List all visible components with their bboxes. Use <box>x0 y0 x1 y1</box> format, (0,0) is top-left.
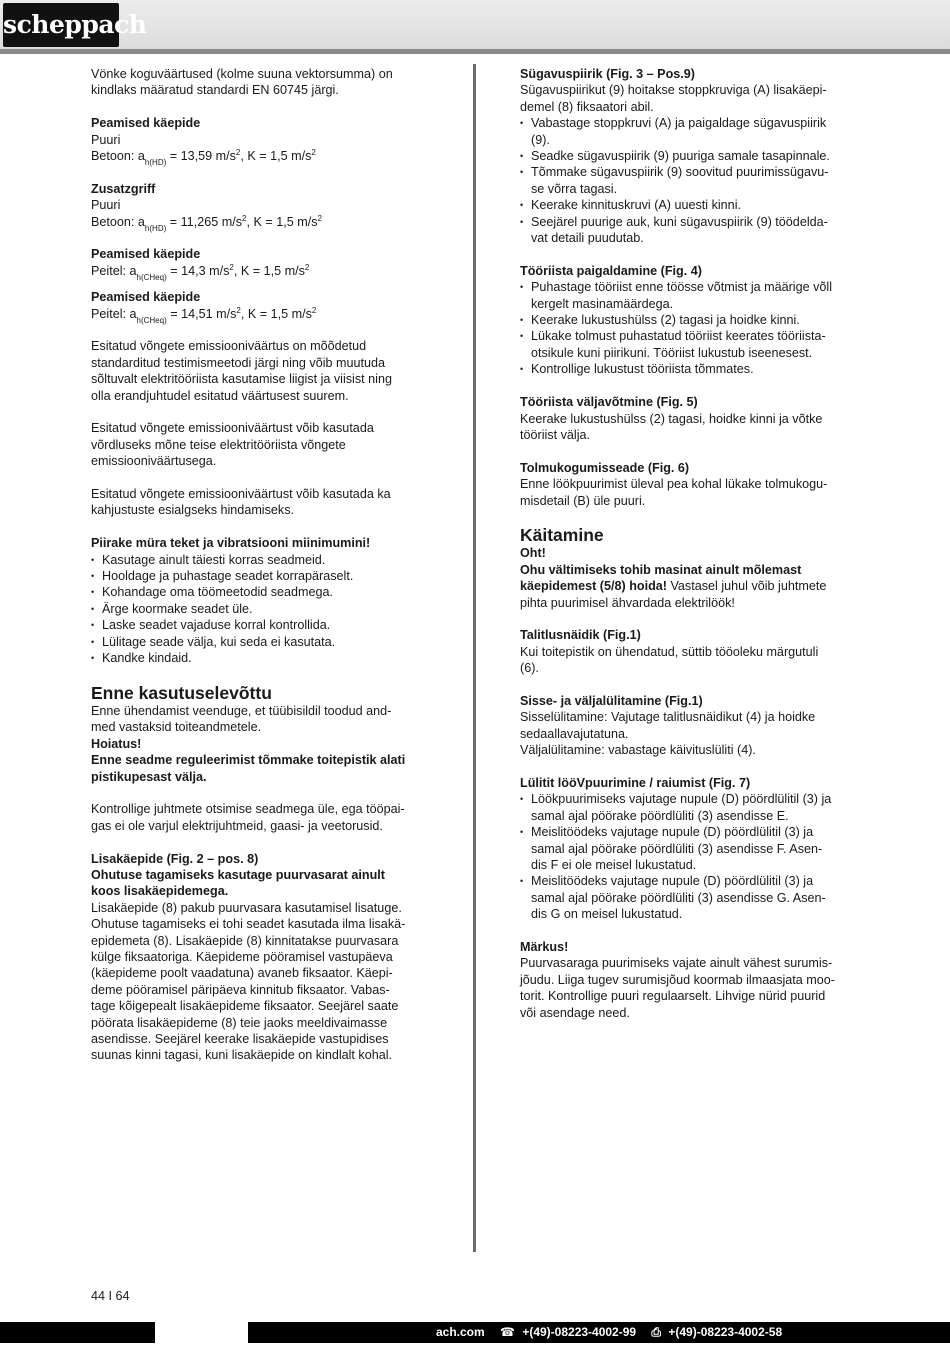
measurement-value: Peitel: $a_{h(CHeq)} = 14,3$ $m/s^2$, K = 1,5 $m/s^2$ <box>91 262 310 282</box>
list-item: • Keerake kinnituskruvi (A) uuesti kinni. <box>520 197 862 213</box>
measurement-value: Betoon: $a_{h(HD)} = 11,265$ $m/s^2$, K = 1,5 $m/s^2$ <box>91 213 322 233</box>
footer-contact <box>436 1322 782 1343</box>
measurement-tool: Puuri <box>91 198 121 213</box>
paragraph-line: Ohutuse tagamiseks ei tohi seadet kasutada ilma lisakä- <box>91 917 406 932</box>
paragraph-line: (käepideme poolt vaadatuna) avaneb fiksaator. Käepi- <box>91 966 393 981</box>
list-item: • Ärge koormake seadet üle. <box>91 601 431 617</box>
warning-label: Hoiatus! <box>91 736 142 751</box>
paragraph-line: Esitatud võngete emissiooniväärtust võib kasutada ka <box>91 487 391 502</box>
paragraph-line: Esitatud võngete emissiooniväärtus on mõõdetud <box>91 339 367 354</box>
paragraph-line: standarditud testimismeetodi järgi ning võib muutuda <box>91 355 386 370</box>
list-item: • Lükake tolmust puhastatud tööriist keerates tööriista- otsikule kuni piirikuni. Tööriist lukustub iseenesest. <box>520 328 862 361</box>
paragraph-line: Lisakäepide (8) pakub puurvasara kasutamisel lisatuge. <box>91 900 402 915</box>
footer-gap <box>155 1322 248 1343</box>
paragraph-line: epidemeta (8). Lisakäepide (8) kinnitatakse puurvasara <box>91 933 399 948</box>
note-title: Märkus! <box>520 940 569 954</box>
dust-title: Tolmukogumisseade (Fig. 6) <box>520 460 690 475</box>
measurement-title: Peamised käepide <box>91 290 201 305</box>
attention-label: Oht! <box>520 546 546 561</box>
website-link[interactable]: ach.com <box>436 1325 485 1339</box>
list-item: • Kandke kindaid. <box>91 650 431 666</box>
paragraph-line: emissiooniväärtusega. <box>91 454 217 469</box>
handle-title: Lisakäepide (Fig. 2 – pos. 8) <box>91 851 259 866</box>
list-item: • Seadke sügavuspiirik (9) puuriga samale tasapinnale. <box>520 148 862 164</box>
paragraph-line: Kui toitepistik on ühendatud, süttib tööoleku märgutuli <box>520 644 819 659</box>
paragraph-line: Väljalülitamine: vabastage käivituslüliti (4). <box>520 743 756 758</box>
remove-title: Tööriista väljavõtmine (Fig. 5) <box>520 395 698 410</box>
phone-number: +(49)-08223-4002-99 <box>522 1325 637 1339</box>
paragraph-line: asendisse. Seejärel keerake lisakäepide vastupidises <box>91 1032 389 1046</box>
handle-warning: koos lisakäepidemega. <box>91 884 229 899</box>
paragraph-line: (6). <box>520 661 539 676</box>
install-list <box>520 279 862 377</box>
fax-number: +(49)-08223-4002-58 <box>668 1325 783 1339</box>
paragraph-line: Sisselülitamine: Vajutage talitlusnäidikut (4) ja hoidke <box>520 710 816 725</box>
list-item: • Tõmmake sügavuspiirik (9) soovitud puurimissügavu- se võrra tagasi. <box>520 164 862 197</box>
paragraph-line: jõudu. Liiga tugev surumisjõud koormab ilmaasjata moo- <box>520 972 836 987</box>
paragraph-line: sedaallavajutatuna. <box>520 726 629 741</box>
paragraph-line: Esitatud võngete emissiooniväärtust võib kasutada <box>91 421 374 436</box>
attention-text: pihta puurimisel ähvardada elektrilöök! <box>520 595 735 610</box>
measurement-title: Peamised käepide <box>91 116 201 131</box>
paragraph-line: Enne löökpuurimist üleval pea kohal lükake tolmukogu- <box>520 477 828 492</box>
paragraph-line: tage kõigepealt lisakäepideme fiksaator. Seejärel saate <box>91 999 399 1014</box>
paragraph-line: Sügavuspiirikut (9) hoitakse stoppkruviga (A) lisakäepi- <box>520 83 827 98</box>
paragraph-line: med vastaksid toiteandmetele. <box>91 720 262 735</box>
column-divider <box>473 64 476 1252</box>
scheppach-logo: scheppach <box>3 3 119 47</box>
depth-title: Sügavuspiirik (Fig. 3 – Pos.9) <box>520 67 695 81</box>
footer-bar <box>0 1322 950 1343</box>
paragraph-line: kahjustuste esialgseks hindamiseks. <box>91 503 295 518</box>
list-item: • Laske seadet vajaduse korral kontrollida. <box>91 617 431 633</box>
measurement-title: Peamised käepide <box>91 247 201 262</box>
list-item: • Meislitöödeks vajutage nupule (D) pöördlülitil (3) ja samal ajal pöörake pöördlüliti (3) asendisse F. Asen- dis F ei ole meisel lukustatud. <box>520 824 862 873</box>
noise-title: Piirake müra teket ja vibratsiooni miinimumini! <box>91 536 371 551</box>
measurement-value: Betoon: $a_{h(HD)} = 13,59$ $m/s^2$, K = 1,5 $m/s^2$ <box>91 148 316 168</box>
list-item: • Keerake lukustushülss (2) tagasi ja hoidke kinni. <box>520 312 862 328</box>
indicator-title: Talitlusnäidik (Fig.1) <box>520 628 641 643</box>
paragraph-line: tööriist välja. <box>520 427 590 442</box>
telephone-icon: ☎ <box>500 1325 515 1339</box>
list-item: • Seejärel puurige auk, kuni sügavuspiirik (9) töödelda- vat detaili puudutab. <box>520 214 862 247</box>
paragraph-line: gas ei ole varjul elektrijuhtmeid, gaasi- ja veetorusid. <box>91 818 383 833</box>
list-item: • Puhastage tööriist enne töösse võtmist ja määrige võll kergelt masinamäärdega. <box>520 279 862 312</box>
attention-text: Ohu vältimiseks tohib masinat ainult mõlemast <box>520 562 802 577</box>
measurement-title: Zusatzgriff <box>91 181 156 196</box>
measurement-value: Peitel: $a_{h(CHeq)} = 14,51$ $m/s^2$, K = 1,5 $m/s^2$ <box>91 305 317 325</box>
paragraph-line: misdetail (B) üle puuri. <box>520 493 646 508</box>
intro-line: kindlaks määratud standardi EN 60745 järgi. <box>91 83 339 98</box>
paragraph-line: deme pööramisel päripäeva kinnitub fiksaator. Vabas- <box>91 982 390 997</box>
paragraph-line: suunas kinni tagasi, kuni lisakäepide on kindlalt kohal. <box>91 1048 393 1063</box>
mode-list <box>520 791 862 922</box>
paragraph-line: Puurvasaraga puurimiseks vajate ainult vähest surumis- <box>520 956 833 971</box>
section-title: Enne kasutuselevõttu <box>91 682 272 703</box>
paragraph-line: Kontrollige juhtmete otsimise seadmega üle, ega tööpai- <box>91 802 405 817</box>
noise-list <box>91 552 431 667</box>
paragraph-line: olla erandjuhtudel esitatud väärtusest suurem. <box>91 388 349 403</box>
switch-title: Sisse- ja väljalülitamine (Fig.1) <box>520 693 703 708</box>
attention-text: käepidemest (5/8) hoida! Vastasel juhul võib juhtmete <box>520 579 827 594</box>
list-item: • Meislitöödeks vajutage nupule (D) pöördlülitil (3) ja samal ajal pöörake pöördlüliti (3) asendisse G. Asen- dis G on meisel lukustatud. <box>520 873 862 922</box>
list-item: • Löökpuurimiseks vajutage nupule (D) pöördlülitil (3) ja samal ajal pöörake pöördlüliti (3) asendisse E. <box>520 791 862 824</box>
paragraph-line: Keerake lukustushülss (2) tagasi, hoidke kinni ja võtke <box>520 411 823 426</box>
list-item: • Vabastage stoppkruvi (A) ja paigaldage sügavuspiirik (9). <box>520 115 862 148</box>
handle-warning: Ohutuse tagamiseks kasutage puurvasarat ainult <box>91 867 385 882</box>
list-item: • Hooldage ja puhastage seadet korrapäraselt. <box>91 568 431 584</box>
paragraph-line: pöörata lisakäepideme (8) teie jaoks meeldivaimasse <box>91 1015 388 1030</box>
depth-list <box>520 115 862 246</box>
left-column <box>91 66 431 1064</box>
list-item: • Kohandage oma töömeetodid seadmega. <box>91 584 431 600</box>
warning-text: pistikupesast välja. <box>91 769 207 784</box>
paragraph-line: torit. Kontrollige puuri regulaarselt. Lihvige nürid puurid <box>520 989 826 1004</box>
header-bar <box>0 0 950 54</box>
install-title: Tööriista paigaldamine (Fig. 4) <box>520 263 702 278</box>
warning-text: Enne seadme reguleerimist tõmmake toitepistik alati <box>91 753 406 768</box>
paragraph-line: külge fiksaatoriga. Käepideme pööramisel vastupäeva <box>91 949 393 964</box>
paragraph-line: või asendage need. <box>520 1005 630 1020</box>
paragraph-line: sõltuvalt elektritööriista kasutamise liigist ja viisist ning <box>91 372 392 387</box>
paragraph-line: Enne ühendamist veenduge, et tüübisildil toodud and- <box>91 703 392 718</box>
measurement-tool: Puuri <box>91 132 121 147</box>
right-column <box>520 66 862 1021</box>
list-item: • Kasutage ainult täiesti korras seadmeid. <box>91 552 431 568</box>
mode-title: Lülitit lööVpuurimine / raiumist (Fig. 7) <box>520 775 751 790</box>
list-item: • Kontrollige lukustust tööriista tõmmates. <box>520 361 862 377</box>
intro-line: Vönke koguväärtused (kolme suuna vektorsumma) on <box>91 67 393 81</box>
fax-icon: ⎙ <box>651 1325 662 1339</box>
list-item: • Lülitage seade välja, kui seda ei kasutata. <box>91 634 431 650</box>
section-title: Käitamine <box>520 525 604 546</box>
paragraph-line: võrdluseks mõne teise elektritööriista võngete <box>91 437 346 452</box>
paragraph-line: demel (8) fiksaatori abil. <box>520 99 654 114</box>
page-number: 44 I 64 <box>91 1289 130 1303</box>
